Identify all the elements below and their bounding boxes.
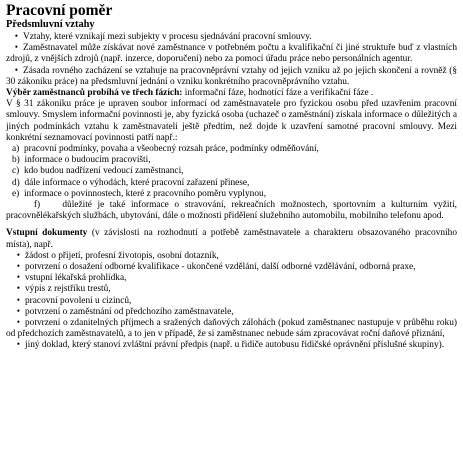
info-duties-list [6,144,457,222]
bullet-glyph: • [14,65,18,76]
list-item [6,273,457,284]
list-item-text: výpis z rejstříku trestů, [25,284,111,295]
page-title: Pracovní poměr [6,2,113,19]
selection-heading-line [6,88,457,99]
list-item [6,200,457,222]
list-item [6,296,457,307]
list-item-text: důležité je také informace o stravování, rekreačních možnostech, sportovním a kulturním vyžití, pracovnělékařských službách, ubytování, dále o možnosti přidělení služebního automobilu, mobilního telefonu apod. [6,200,457,222]
documents-list [6,251,457,352]
list-item [6,251,457,262]
list-item-text: potvrzení o zaměstnání od předchozího zaměstnavatele, [25,306,234,317]
bullet-glyph: • [16,284,20,295]
list-item [6,32,457,43]
list-item [6,318,457,340]
list-item [6,307,457,318]
bullet-glyph: • [16,340,20,351]
bullet-glyph: • [16,250,20,261]
list-item-text: informace o povinnostech, které z pracovního poměru vyplynou, [23,188,267,199]
list-item-text: Zaměstnavatel může získávat nové zaměstnance v potřebném počtu a kvalifikační či jiné struktuře buď z vlastních zdrojů, z vnějších zdrojů (např. inzerce, doporučení) nebo za pomocí úřadu práce nebo personálních agentur. [6,43,457,65]
list-item [6,43,457,65]
documents-heading-line [6,228,457,250]
section-heading-presmluvni: Předsmluvní vztahy [6,19,95,30]
bullet-glyph: • [16,318,20,329]
list-marker: c) [12,166,20,177]
list-item [6,262,457,273]
list-item-text: potvrzení o zdanitelných příjmech a sražených daňových zálohách (pokud zaměstnanec nastupuje v průběhu roku) od předchozích zaměstnavatelů, a to jen v případě, že si zaměstnanec nebude sám zpracovávat roční daňové přiznání, [6,318,457,340]
list-item-text: dále informace o výhodách, které pracovní zařazení přinese, [24,177,250,188]
list-item [6,189,457,200]
list-marker: b) [12,155,20,166]
list-item-text: potvrzení o dosažení odborné kvalifikace - ukončené vzdělání, další odborné vzdělávání, odborná praxe, [25,262,416,273]
list-item-text: jiný doklad, který stanoví zvláštní právní předpis (např. u řidiče autobusu řidičské oprávnění příslušné skupiny). [25,340,445,351]
list-item [6,166,457,177]
list-marker: f) [33,200,41,211]
bullet-glyph: • [16,295,20,306]
bullet-glyph: • [16,262,20,273]
list-item [6,144,457,155]
list-item-text: pracovní podmínky, povaha a všeobecný rozsah práce, podmínky odměňování, [23,144,319,155]
list-marker: d) [12,177,20,188]
documents-heading-rest: (v závislosti na rozhodnutí a potřebě zaměstnavatele a charakteru obsazovaného pracovního místa), např. [6,228,457,250]
bullet-glyph: • [16,306,20,317]
list-item [6,178,457,189]
list-item-text: pracovní povolení u cizinců, [25,295,132,306]
list-item [6,155,457,166]
selection-heading: Výběr zaměstnanců probíhá ve třech fázích: [6,88,183,99]
list-item [6,340,457,351]
list-item-text: vstupní lékařská prohlídka, [25,273,127,284]
list-item-text: Vztahy, které vznikají mezi subjekty v procesu sjednávání pracovní smlouvy. [23,32,312,42]
list-item [6,284,457,295]
list-item-text: informace o budoucím pracovišti, [24,155,151,166]
list-item-text: Zásada rovného zacházení se vztahuje na pracovněprávní vztahy od jejich vzniku až po jejich skončení a rovněž (§ 30 zákoníku práce) na předsmluvní jednání o vzniku konkrétního pracovněprávního vztahu. [6,65,457,87]
documents-heading: Vstupní dokumenty [6,228,88,239]
bullet-glyph: • [14,32,18,42]
list-item-text: žádost o přijetí, profesní životopis, osobní dotazník, [25,250,219,261]
list-marker: a) [12,144,20,155]
bullet-glyph: • [14,43,18,54]
selection-heading-rest: informační fáze, hodnotící fáze a verifikační fáze . [182,88,374,99]
list-item-text: kdo budou nadřízení vedoucí zaměstnanci, [23,166,184,177]
list-item [6,66,457,88]
bullet-list-presmluvni [6,32,457,88]
selection-paragraph: V § 31 zákoníku práce je upraven soubor informací od zaměstnavatele pro fyzickou osobu před uzavřením pracovní smlouvy. Smyslem informační povinnosti je, aby fyzická osoba (uchazeč o zaměstnání) získala informace o důležitých a jiných podmínkách vztahu k zaměstnavateli ještě předtím, než dojde k uzavření samotné pracovní smlouvy. Mezi konkrétní seznamovací povinnosti patří např.: [6,99,457,143]
bullet-glyph: • [16,273,20,284]
list-marker: e) [12,188,20,199]
